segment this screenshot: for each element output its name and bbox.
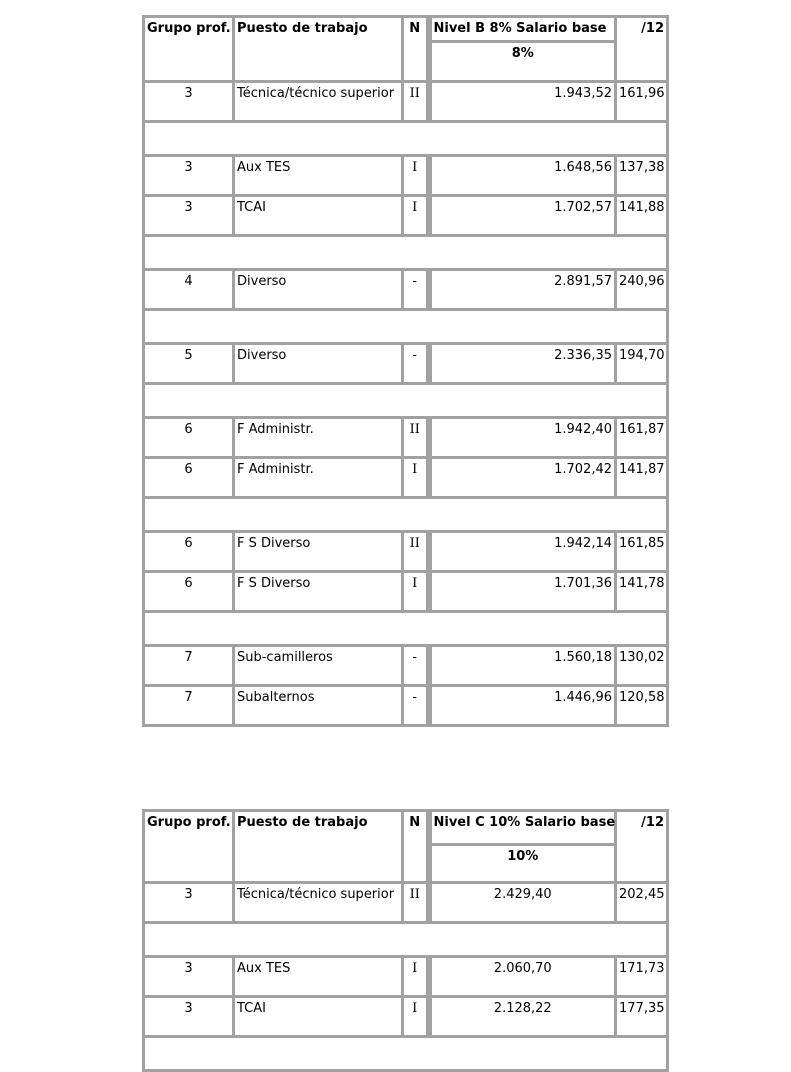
table-row <box>144 270 668 310</box>
table-row <box>144 572 668 612</box>
cell-salario: 1.648,56 <box>429 156 616 196</box>
header-row <box>144 811 668 845</box>
col-header-grupo: Grupo prof. <box>144 17 234 82</box>
cell-grupo: 3 <box>144 196 234 236</box>
cell-salario: 2.891,57 <box>429 270 616 310</box>
cell-n: I <box>403 957 429 997</box>
cell-salario: 2.429,40 <box>429 883 616 923</box>
cell-doce: 177,35 <box>616 997 668 1037</box>
cell-salario: 2.128,22 <box>429 997 616 1037</box>
cell-puesto: Técnica/técnico superior <box>234 82 403 122</box>
cell-grupo: 7 <box>144 646 234 686</box>
cell-puesto: Diverso <box>234 270 403 310</box>
cell-grupo: 5 <box>144 344 234 384</box>
cell-puesto: F S Diverso <box>234 532 403 572</box>
cell-n: II <box>403 532 429 572</box>
col-header-nivel: Nivel B 8% Salario base <box>429 17 616 42</box>
spacer-cell <box>144 384 668 418</box>
cell-grupo: 7 <box>144 686 234 726</box>
cell-n: II <box>403 883 429 923</box>
cell-puesto: Diverso <box>234 344 403 384</box>
spacer-cell <box>144 236 668 270</box>
cell-puesto: Técnica/técnico superior <box>234 883 403 923</box>
cell-grupo: 6 <box>144 458 234 498</box>
spacer-row <box>144 236 668 270</box>
spacer-row <box>144 384 668 418</box>
col-header-grupo: Grupo prof. <box>144 811 234 883</box>
spacer-cell <box>144 923 668 957</box>
cell-n: I <box>403 156 429 196</box>
cell-salario: 2.060,70 <box>429 957 616 997</box>
spacer-row <box>144 498 668 532</box>
cell-n: I <box>403 196 429 236</box>
cell-n: I <box>403 572 429 612</box>
spacer-cell <box>144 498 668 532</box>
table-row <box>144 883 668 923</box>
cell-puesto: F Administr. <box>234 418 403 458</box>
cell-salario: 1.943,52 <box>429 82 616 122</box>
spacer-row <box>144 122 668 156</box>
cell-doce: 202,45 <box>616 883 668 923</box>
cell-puesto: TCAI <box>234 196 403 236</box>
table-row <box>144 82 668 122</box>
table-row <box>144 532 668 572</box>
cell-salario: 1.701,36 <box>429 572 616 612</box>
spacer-row <box>144 310 668 344</box>
table-row <box>144 686 668 726</box>
table-row <box>144 418 668 458</box>
cell-salario: 1.560,18 <box>429 646 616 686</box>
cell-doce: 161,87 <box>616 418 668 458</box>
spacer-cell <box>144 612 668 646</box>
cell-grupo: 6 <box>144 572 234 612</box>
cell-doce: 137,38 <box>616 156 668 196</box>
cell-doce: 141,87 <box>616 458 668 498</box>
cell-n: II <box>403 418 429 458</box>
col-header-nivel: Nivel C 10% Salario base <box>429 811 616 845</box>
spacer-row <box>144 923 668 957</box>
cell-puesto: TCAI <box>234 997 403 1037</box>
cell-salario: 1.702,57 <box>429 196 616 236</box>
cell-salario: 1.942,14 <box>429 532 616 572</box>
cell-grupo: 6 <box>144 418 234 458</box>
col-header-puesto: Puesto de trabajo <box>234 17 403 82</box>
cell-salario: 1.446,96 <box>429 686 616 726</box>
col-header-sub-percent: 10% <box>429 845 616 883</box>
spacer-cell <box>144 122 668 156</box>
cell-doce: 130,02 <box>616 646 668 686</box>
cell-doce: 141,78 <box>616 572 668 612</box>
cell-puesto: Aux TES <box>234 957 403 997</box>
cell-grupo: 3 <box>144 997 234 1037</box>
cell-n: I <box>403 997 429 1037</box>
cell-n: - <box>403 344 429 384</box>
table-row <box>144 344 668 384</box>
cell-n: - <box>403 646 429 686</box>
spacer-cell <box>144 310 668 344</box>
table-row <box>144 156 668 196</box>
salary-table-nivel-b <box>142 15 669 727</box>
spacer-row <box>144 612 668 646</box>
col-header-n: N <box>403 811 429 883</box>
cell-grupo: 3 <box>144 883 234 923</box>
cell-n: - <box>403 686 429 726</box>
cell-n: I <box>403 458 429 498</box>
cell-doce: 171,73 <box>616 957 668 997</box>
cell-n: II <box>403 82 429 122</box>
col-header-n: N <box>403 17 429 82</box>
cell-doce: 161,96 <box>616 82 668 122</box>
cell-grupo: 4 <box>144 270 234 310</box>
cell-puesto: Subalternos <box>234 686 403 726</box>
cell-grupo: 3 <box>144 82 234 122</box>
cell-salario: 1.942,40 <box>429 418 616 458</box>
cell-puesto: Sub-camilleros <box>234 646 403 686</box>
cell-puesto: F Administr. <box>234 458 403 498</box>
cell-grupo: 3 <box>144 156 234 196</box>
cell-doce: 161,85 <box>616 532 668 572</box>
table-row <box>144 646 668 686</box>
col-header-doce: /12 <box>616 811 668 883</box>
salary-table-nivel-c <box>142 809 669 1072</box>
cell-doce: 194,70 <box>616 344 668 384</box>
tables-area <box>142 15 665 1072</box>
cell-doce: 240,96 <box>616 270 668 310</box>
cell-puesto: F S Diverso <box>234 572 403 612</box>
spacer-cell <box>144 1037 668 1071</box>
col-header-doce: /12 <box>616 17 668 82</box>
cell-doce: 141,88 <box>616 196 668 236</box>
table-row <box>144 458 668 498</box>
cell-n: - <box>403 270 429 310</box>
table-row <box>144 196 668 236</box>
cell-salario: 1.702,42 <box>429 458 616 498</box>
header-row <box>144 17 668 42</box>
cell-salario: 2.336,35 <box>429 344 616 384</box>
table-row <box>144 997 668 1037</box>
spacer-row <box>144 1037 668 1071</box>
table-row <box>144 957 668 997</box>
cell-puesto: Aux TES <box>234 156 403 196</box>
col-header-sub-percent: 8% <box>429 42 616 82</box>
col-header-puesto: Puesto de trabajo <box>234 811 403 883</box>
cell-doce: 120,58 <box>616 686 668 726</box>
cell-grupo: 3 <box>144 957 234 997</box>
cell-grupo: 6 <box>144 532 234 572</box>
